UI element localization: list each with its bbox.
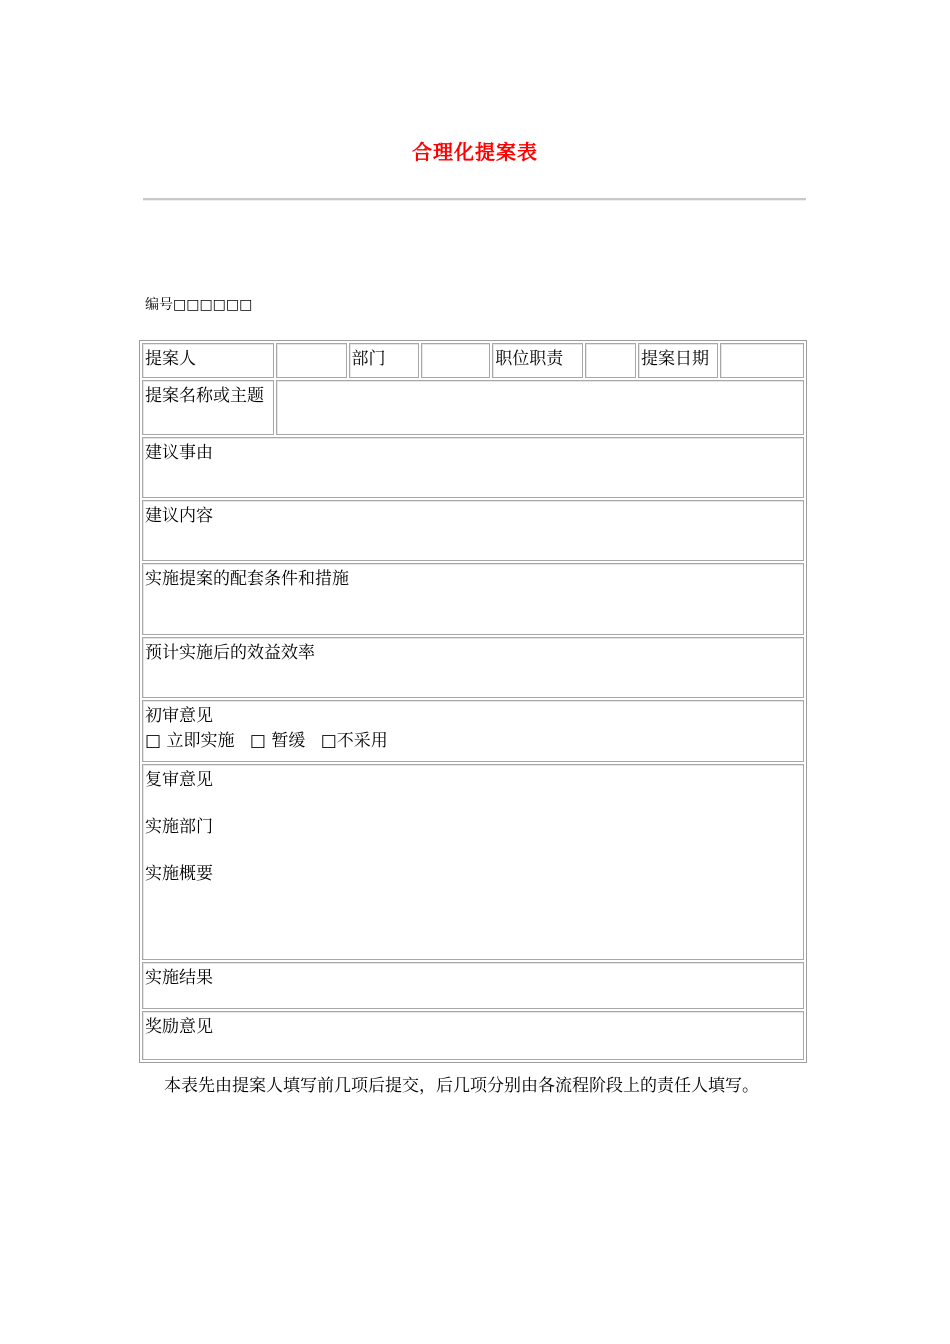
implementation-dept-label: 实施部门: [145, 817, 213, 837]
spacer: [145, 793, 801, 815]
topic-field[interactable]: [276, 380, 804, 435]
first-review-cell: [142, 700, 804, 762]
table-row: [142, 700, 804, 762]
content-label: 建议内容: [145, 506, 213, 526]
measures-label: 实施提案的配套条件和措施: [145, 569, 349, 589]
page-title: 合理化提案表: [412, 140, 538, 164]
reward-cell[interactable]: [142, 1011, 804, 1060]
table-row: [142, 637, 804, 698]
reward-label: 奖励意见: [145, 1017, 213, 1037]
table-row: [142, 962, 804, 1009]
result-label: 实施结果: [145, 968, 213, 988]
benefit-cell[interactable]: [142, 637, 804, 698]
table-row: [142, 563, 804, 635]
implementation-summary-label: 实施概要: [145, 864, 213, 884]
option-implement-checkbox[interactable]: □ 立即实施: [145, 731, 235, 751]
table-row: [142, 380, 804, 435]
content-cell[interactable]: [142, 500, 804, 561]
form-note: 本表先由提案人填写前几项后提交，后几项分别由各流程阶段上的责任人填写。: [164, 1076, 759, 1096]
reason-label: 建议事由: [145, 443, 213, 463]
first-review-options: [145, 729, 801, 754]
proposal-form-table: [139, 340, 807, 1063]
table-row: [142, 500, 804, 561]
reason-cell[interactable]: [142, 437, 804, 498]
proposal-date-label: 提案日期: [638, 343, 718, 378]
department-label: 部门: [349, 343, 420, 378]
department-field[interactable]: [421, 343, 490, 378]
proposal-date-field[interactable]: [720, 343, 804, 378]
serial-number-label: 编号□□□□□□: [145, 297, 253, 313]
measures-cell[interactable]: [142, 563, 804, 635]
table-row: [142, 343, 804, 378]
position-field[interactable]: [585, 343, 636, 378]
option-reject-checkbox[interactable]: □不采用: [320, 731, 388, 751]
position-label: 职位职责: [492, 343, 583, 378]
first-review-label: 初审意见: [145, 706, 213, 726]
proposer-field[interactable]: [276, 343, 347, 378]
benefit-label: 预计实施后的效益效率: [145, 643, 315, 663]
second-review-label: 复审意见: [145, 770, 213, 790]
proposer-label: 提案人: [142, 343, 274, 378]
topic-label: 提案名称或主题: [142, 380, 274, 435]
second-review-cell[interactable]: [142, 764, 804, 960]
table-row: [142, 437, 804, 498]
table-row: [142, 764, 804, 960]
spacer: [145, 840, 801, 862]
option-postpone-checkbox[interactable]: □ 暂缓: [249, 731, 306, 751]
result-cell[interactable]: [142, 962, 804, 1009]
table-row: [142, 1011, 804, 1060]
title-divider: [143, 198, 806, 201]
